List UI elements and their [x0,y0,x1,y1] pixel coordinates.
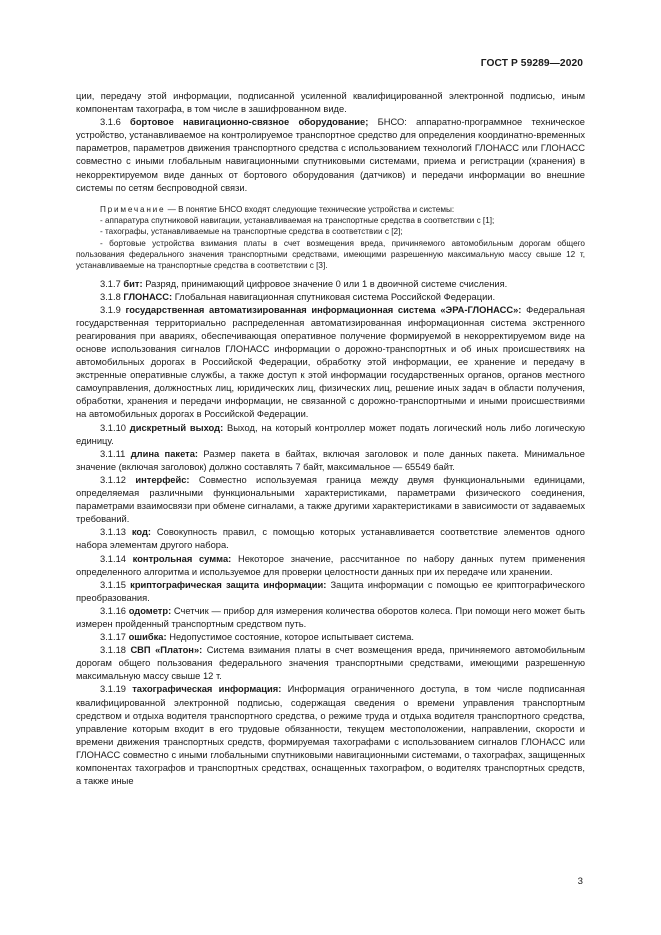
definition-text: Размер пакета в байтах, включая заголовок и поле данных пакета. Минимальное значение (включая заголовок) должно составлять 7 байт, максимальное — 65549 байт. [76,448,585,472]
note-label: Примечание [100,204,166,214]
definition-text: Глобальная навигационная спутниковая система Российской Федерации. [172,291,496,302]
definition-text: Информация ограниченного доступа, в том числе подписанная квалифицированной электронной подписью, содержащая сведения о времени управления транспортным средством и отдыха водителя транспортного средства, о режиме труда и отдыха водителя транспортного средства, управление которым входит в его трудовые обязанности, текущем местоположении, направлении, скорости и времени движения транспортных средств, формируемая тахографами с использованием сигналов ГЛОНАСС или ГЛОНАСС совместно с иными глобальными спутниковыми навигационными системами, о тахографах, защищенных компонентах тахографов и транспортных средствах, оснащенных тахографом, о водителях транспортных средств, а также иные [76,684,585,787]
definition-3-1-8 [76,291,585,304]
definition-number: 3.1.9 [100,304,121,315]
definition-3-1-9 [76,304,585,422]
definition-term: интерфейс: [135,474,190,485]
definition-3-1-12 [76,474,585,526]
definition-term: государственная автоматизированная информационная система «ЭРА-ГЛОНАСС»: [125,304,522,315]
definition-number: 3.1.8 [100,291,121,302]
definition-number: 3.1.19 [100,684,126,695]
definition-text: Разряд, принимающий цифровое значение 0 или 1 в двоичной системе счисления. [142,278,508,289]
definition-number: 3.1.10 [100,422,126,433]
definition-number: 3.1.16 [100,605,126,616]
definition-3-1-7 [76,278,585,291]
definition-number: 3.1.11 [100,448,126,459]
note-block [76,204,585,272]
definition-term: контрольная сумма: [132,553,232,564]
definition-3-1-18 [76,644,585,683]
definition-number: 3.1.17 [100,632,126,643]
definition-term: ошибка: [128,632,167,643]
definition-text: Федеральная государственная территориально распределенная автоматизированная информационная система экстренного реагирования при авариях, обеспечивающая оперативное получение формируемой в некорректируемом виде на основе использования сигналов ГЛОНАСС информации о дорожно-транспортных и об иных происшествиях на автомобильных дорогах в Российской Федерации, обработку этой информации, ее хранение и передачу в экстренные оперативные службы, а также доступ к этой информации государственных органов, органов местного самоуправления, должностных лиц, юридических лиц, физических лиц, решение иных задач в области получения, обработки, хранения и передачи информации, не связанной с дорожно-транспортными и иными происшествиями на автомобильных дорогах в Российской Федерации. [76,304,585,420]
definition-number: 3.1.13 [100,527,126,538]
note-item: - тахографы, устанавливаемые на транспортные средства в соответствии с [2]; [100,227,403,237]
definition-term: дискретный выход: [129,422,224,433]
definition-text: БНСО: аппаратно-программное техническое устройство, устанавливаемое на контролируемое транспортное средство для определения координатно-временных параметров, параметров движения транспортного средства с использованием технологий ГЛОНАСС или ГЛОНАСС совместно с иными глобальным навигационными спутниковыми системами, приема и регистрации (хранения) в некорректируемом виде данных от бортового оборудования (датчиков) и передачи информации во внешние системы по сетям беспроводной связи. [76,117,585,193]
definition-term: код: [131,527,152,538]
definition-term: бортовое навигационно-связное оборудование; [130,117,369,128]
page-number: 3 [577,876,583,887]
definition-term: тахографическая информация: [132,684,282,695]
definition-text: Счетчик — прибор для измерения количества оборотов колеса. При помощи него может быть измерен пройденный транспортным средством путь. [76,605,585,629]
definition-3-1-15 [76,579,585,605]
definition-text: Выход, на который контроллер может подать логический ноль либо логическую единицу. [76,422,585,446]
definition-number: 3.1.12 [100,474,126,485]
definition-term: длина пакета: [130,448,199,459]
note-lead-text: — В понятие БНСО входят следующие технические устройства и системы: [165,204,455,214]
definition-text: Совокупность правил, с помощью которых устанавливается соответствие элементов одного набора элементам другого набора. [76,527,585,551]
definition-term: криптографическая защита информации: [130,579,327,590]
definition-number: 3.1.7 [100,278,121,289]
definition-3-1-17 [76,631,585,644]
definition-text: Защита информации с помощью ее криптографического преобразования. [76,579,585,603]
document-body [76,90,585,788]
definition-text: Совместно используемая граница между двумя функциональными единицами, определяемая различными функциональными характеристиками, параметрами физического соединения, параметрами взаимосвязи при обмене сигналами, а также другими характеристиками в зависимости от задаваемых требований. [76,474,585,525]
definition-3-1-13 [76,526,585,552]
definition-number: 3.1.18 [100,645,126,656]
definition-text: Недопустимое состояние, которое испытывает система. [166,632,415,643]
definition-number: 3.1.6 [100,117,121,128]
definition-number: 3.1.15 [100,579,126,590]
definition-term: бит: [123,278,143,289]
definition-term: одометр: [128,605,172,616]
definition-text: Система взимания платы в счет возмещения вреда, причиняемого автомобильным дорогам общего пользования федерального значения транспортными средствами, имеющими разрешенную максимальную массу свыше 12 т. [76,645,585,682]
document-id: ГОСТ Р 59289—2020 [480,58,583,69]
definition-3-1-19 [76,683,585,788]
note-item: - аппаратура спутниковой навигации, устанавливаемая на транспортные средства в соответствии с [1]; [100,216,495,226]
definition-term: ГЛОНАСС: [123,291,173,302]
note-item: - бортовые устройства взимания платы в счет возмещения вреда, причиняемого автомобильным дорогам общего пользования федерального значения транспортными средствами, имеющими разрешенную максимальную массу свыше 12 т, устанавливаемые на транспортные средства в соответствии с [3]. [76,238,585,271]
definition-3-1-14 [76,553,585,579]
definition-number: 3.1.14 [100,553,126,564]
definition-text: Некоторое значение, рассчитанное по набору данных путем применения определенного алгоритма и используемое для проверки целостности данных при их передаче или хранении. [76,553,585,577]
definition-3-1-11 [76,448,585,474]
definition-3-1-16 [76,605,585,631]
definition-term: СВП «Платон»: [130,645,203,656]
note-lead [76,204,585,215]
continuation-paragraph: ции, передачу этой информации, подписанной усиленной квалифицированной электронной подписью, иным компонентам тахографа, в том числе в зашифрованном виде. [76,91,585,115]
definition-3-1-10 [76,422,585,448]
definition-3-1-6 [76,116,585,195]
